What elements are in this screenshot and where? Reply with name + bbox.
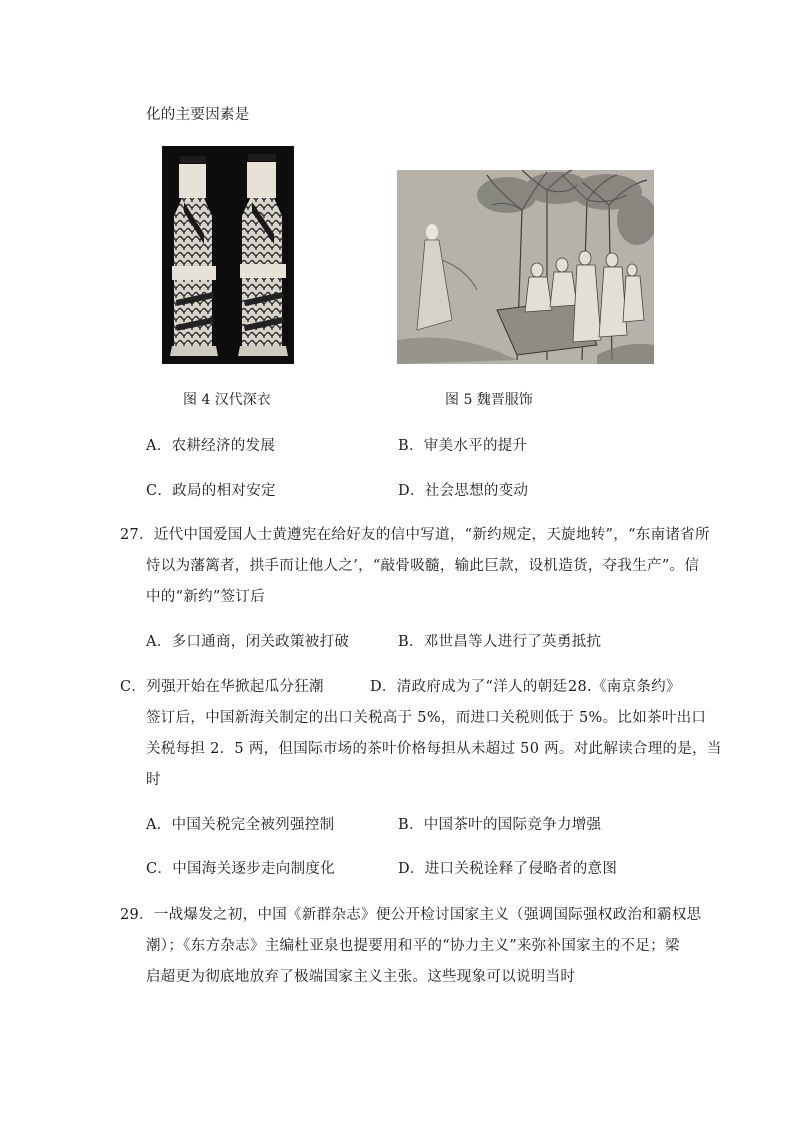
- q26-option-c[interactable]: C．政局的相对安定: [146, 483, 276, 499]
- q27-stem-line-3: 中的“新约”签订后: [146, 589, 266, 605]
- q26-stem-tail: 化的主要因素是: [146, 107, 250, 123]
- q28-option-b[interactable]: B．中国茶叶的国际竞争力增强: [398, 817, 602, 833]
- q26-option-a[interactable]: A．农耕经济的发展: [146, 438, 276, 454]
- q27-option-b[interactable]: B．邓世昌等人进行了英勇抵抗: [398, 634, 602, 650]
- q28-stem-line-4: 时: [146, 772, 161, 788]
- q29-stem-line-1: 29．一战爆发之初，中国《新群杂志》便公开检讨国家主义（强调国际强权政治和霸权思: [120, 907, 702, 923]
- q29-stem-line-3: 启超更为彻底地放弃了极端国家主义主张。这些现象可以说明当时: [146, 969, 576, 985]
- q27-stem-line-1: 27．近代中国爱国人士黄遵宪在给好友的信中写道，“新约规定，天旋地转”，“东南诸省所: [120, 527, 710, 543]
- q29-stem-line-2: 潮）；《东方杂志》主编杜亚泉也提要用和平的“协力主义”来弥补国家主的不足；梁: [146, 938, 680, 954]
- q26-option-b[interactable]: B．审美水平的提升: [398, 438, 528, 454]
- figure-5-wei-jin-painting: [397, 170, 654, 364]
- figure-4-han-robe-image: [162, 146, 294, 364]
- figure-5-caption: 图 5 魏晋服饰: [445, 392, 533, 408]
- q28-option-a[interactable]: A．中国关税完全被列强控制: [146, 817, 335, 833]
- q28-option-c[interactable]: C．中国海关逐步走向制度化: [146, 861, 335, 877]
- q27-stem-line-2: 恃以为藩篱者，拱手而让他人之’，“敲骨吸髓，输此巨款，设机造货，夺我生产”。信: [146, 558, 700, 574]
- q28-option-d[interactable]: D．进口关税诠释了侵略者的意图: [398, 861, 618, 877]
- q28-stem-start: 28.《南京条约》: [568, 679, 681, 695]
- q28-stem-line-2: 签订后，中国新海关制定的出口关税高于 5%，而进口关税则低于 5%。比如茶叶出口: [146, 710, 707, 726]
- q27-option-c[interactable]: C．列强开始在华掀起瓜分狂潮: [120, 679, 324, 695]
- figure-4-caption: 图 4 汉代深衣: [183, 392, 271, 408]
- q27-option-a[interactable]: A．多口通商，闭关政策被打破: [146, 634, 350, 650]
- q28-stem-line-3: 关税每担 2．5 两，但国际市场的茶叶价格每担从未超过 50 两。对此解读合理的是，当: [146, 741, 722, 757]
- q27-option-d[interactable]: D．清政府成为了“洋人的朝廷: [370, 679, 568, 695]
- q26-option-d[interactable]: D．社会思想的变动: [398, 483, 529, 499]
